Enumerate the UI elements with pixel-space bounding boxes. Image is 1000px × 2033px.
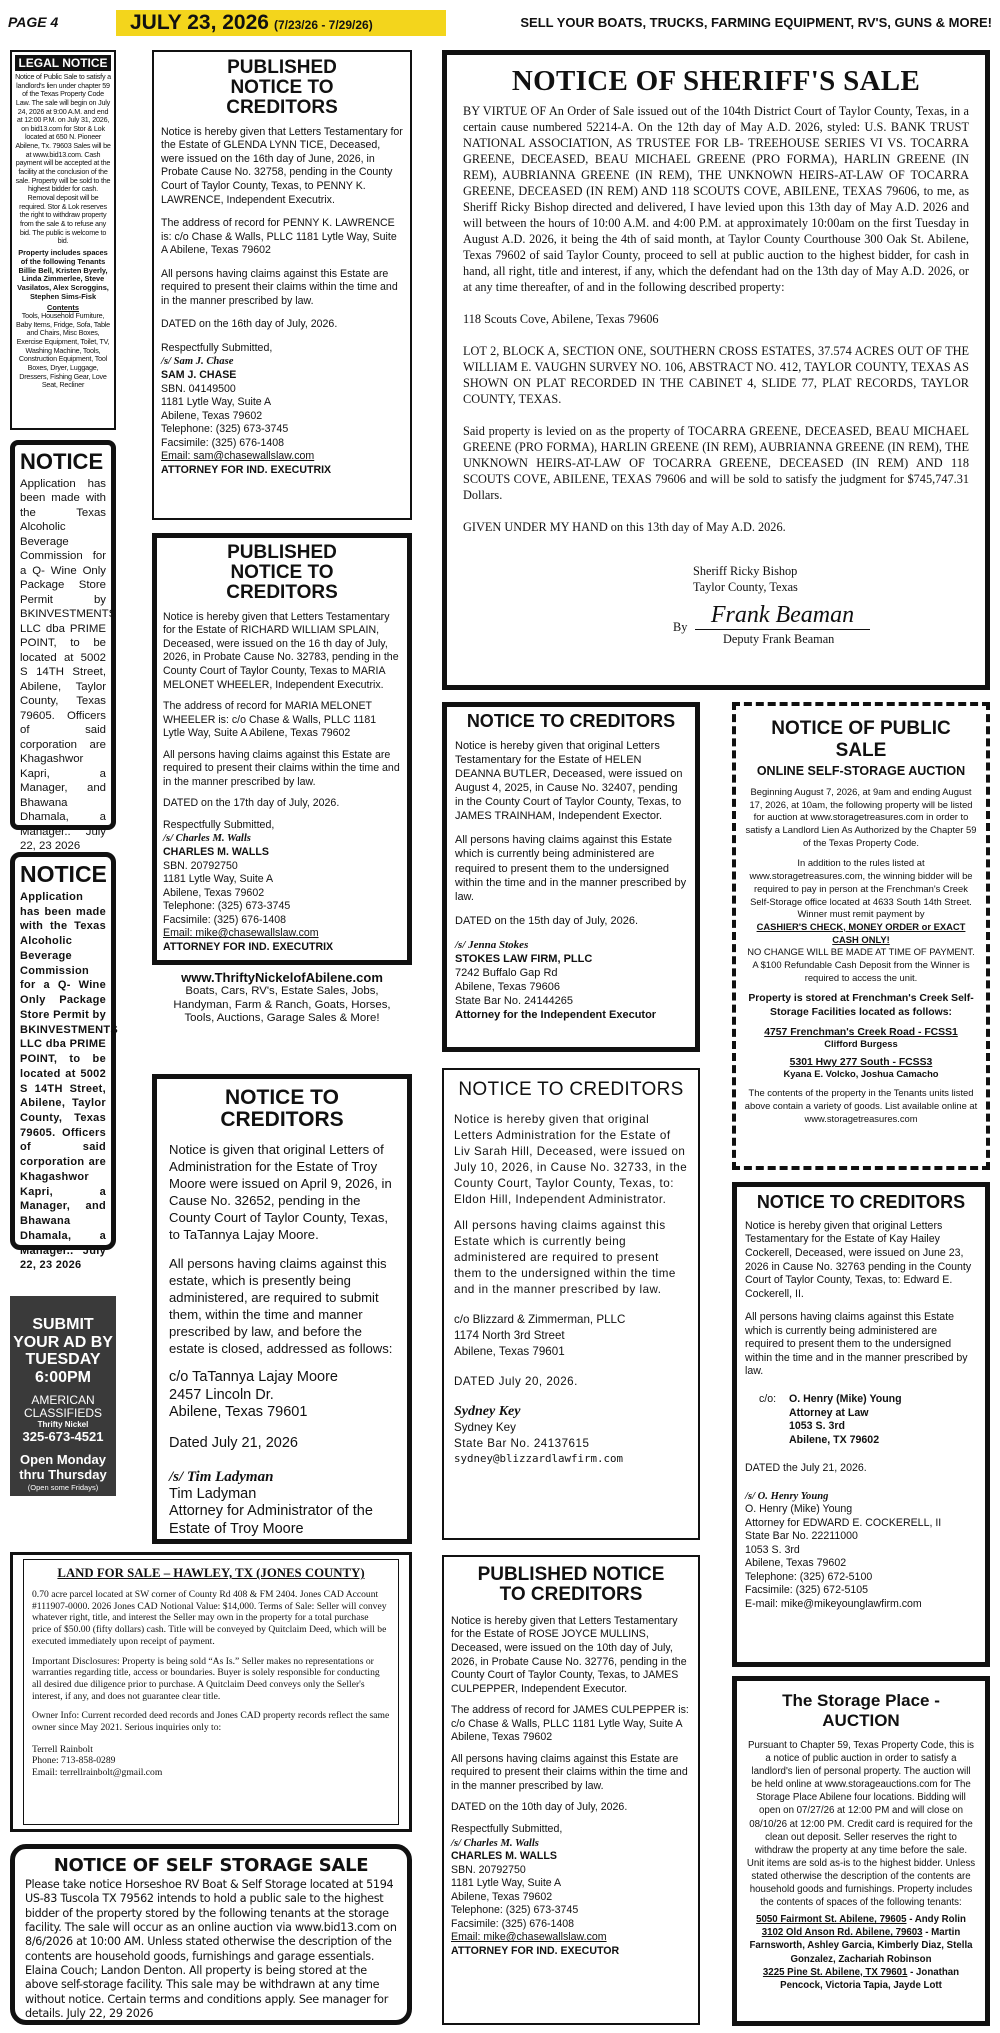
- land-title: LAND FOR SALE – HAWLEY, TX (JONES COUNTY): [57, 1566, 365, 1580]
- storage-place-title: The Storage Place - AUCTION: [782, 1691, 940, 1730]
- self-storage-text: Please take notice Horseshoe RV Boat & Self Storage located at 5194 US-83 Tuscola TX 79562 intends to hold a public sale to the highest bidder of the property stored by the following tenants at the storage facility. The sale will occur as an online auction via www.bid13.com on 8/6/2026 at 10:00 AM. Unless stated otherwise the description of the contents are household goods, furnishings and garage essentials. Elaina Couch; Landon Denton. All property is being stored at the above self-storage facility. This sale may be withdrawn at any time without notice. Certain terms and conditions apply. See manager for details. July 22, 29 2026: [25, 1878, 397, 2020]
- notice-moore-name: Tim Ladyman: [169, 1485, 257, 1502]
- deputy-name: Deputy Frank Beaman: [723, 631, 835, 646]
- notice-moore: [152, 1074, 412, 1544]
- public-sale-p3: Winner must remit payment by: [797, 908, 925, 920]
- self-storage-title: NOTICE OF SELF STORAGE SALE: [53, 1855, 369, 1876]
- thrifty-nickel-promo: [152, 970, 412, 1036]
- submit-line-9: thru Thursday: [19, 1466, 107, 1482]
- submit-line-6: CLASSIFIEDS: [23, 1405, 103, 1420]
- tabc-notice-1-title: NOTICE: [20, 449, 104, 474]
- sheriff-sale-p5: GIVEN UNDER MY HAND on this 13th day of May A.D. 2026.: [463, 519, 786, 534]
- notice-cockerell-p1: Notice is hereby given that original Letters Testamentary for the Estate of Kay Hailey Cockerell, Deceased, were issued on June 23, 2026 in Cause No. 32763 pending in the County Court of Taylor County, Texas, to: Edward E. Cockerell, II.: [745, 1219, 972, 1300]
- notice-cockerell-b2: Abilene, Texas 79602: [745, 1557, 847, 1570]
- notice-cockerell-name: O. Henry (Mike) Young: [745, 1503, 853, 1516]
- notice-tice-signature: /s/ Sam J. Chase: [161, 356, 234, 368]
- notice-tice-p1: Notice is hereby given that Letters Testamentary for the Estate of GLENDA LYNN TICE, Deceased, were issued on the 16th day of June, 2026, in Probate Cause No. 32758, pending in the County Court of Taylor County, Texas, to PENNY K. LAWRENCE, Independent Executrix.: [161, 125, 403, 206]
- notice-splain-signature: /s/ Charles M. Walls: [163, 833, 251, 845]
- notice-mullins-p1: Notice is hereby given that Letters Testamentary for the Estate of ROSE JOYCE MULLINS, Deceased, were issued on the 10th day of July, 2026, in Probate Cause No. 32776, pending in the County Court of Taylor County, Texas, to JAMES CULPEPPER, Independent Executor.: [451, 1614, 687, 1695]
- notice-hill-name: Sydney Key: [454, 1420, 516, 1434]
- notice-hill-signature: Sydney Key: [454, 1403, 521, 1419]
- notice-cockerell-a3: 1053 S. 3rd: [789, 1420, 845, 1433]
- notice-cockerell-p2: All persons having claims against this Estate which is currently being administered are required to present them to the undersigned within the time and in the manner prescribed by law.: [745, 1311, 968, 1378]
- storage-place-loc-3-addr: 3225 Pine St. Abilene, TX 79601: [762, 1966, 908, 1978]
- issue-date: JULY 23, 2026: [130, 11, 269, 34]
- notice-butler-title: NOTICE TO CREDITORS: [466, 711, 676, 731]
- notice-tice-p5: Respectfully Submitted,: [161, 341, 273, 354]
- public-sale-facility-1: 4757 Frenchman's Creek Road - FCSS1: [764, 1027, 958, 1039]
- notice-butler-firm: STOKES LAW FIRM, PLLC: [455, 952, 593, 965]
- legal-notice-contents-title: Contents: [46, 303, 80, 313]
- notice-hill-a1: c/o Blizzard & Zimmerman, PLLC: [454, 1312, 626, 1326]
- notice-mullins-role: ATTORNEY FOR IND. EXECUTOR: [451, 1944, 620, 1957]
- notice-cockerell-a1: O. Henry (Mike) Young: [789, 1392, 902, 1405]
- issue-date-banner: [116, 10, 446, 36]
- promo-url[interactable]: www.ThriftyNickelofAbilene.com: [181, 970, 383, 985]
- notice-mullins-p5: Respectfully Submitted,: [451, 1822, 563, 1835]
- notice-cockerell-bar: State Bar No. 22211000: [745, 1530, 858, 1543]
- notice-mullins-p2: The address of record for JAMES CULPEPPER is: c/o Chase & Walls, PLLC 1181 Lytle Way, Suite A Abilene, Texas 79602: [451, 1704, 689, 1744]
- public-sale-title: NOTICE OF PUBLIC SALE: [771, 718, 951, 761]
- sheriff-sale-p2: 118 Scouts Cove, Abilene, Texas 79606: [463, 311, 659, 326]
- notice-mullins-signature: /s/ Charles M. Walls: [451, 1837, 539, 1849]
- notice-butler-p2: All persons having claims against this Estate which is currently being administered are required to present them to the undersigned within the time and in the manner prescribed by law.: [455, 834, 687, 903]
- notice-tice-p2: The address of record for PENNY K. LAWRENCE is: c/o Chase & Walls, PLLC 1181 Lytle Way, Suite A Abilene, Texas 79602: [161, 217, 397, 257]
- sheriff-by-label: By: [673, 619, 688, 634]
- submit-line-8: Open Monday: [20, 1451, 106, 1467]
- notice-mullins: [442, 1555, 700, 2025]
- notice-splain-role: ATTORNEY FOR IND. EXECUTRIX: [163, 940, 334, 953]
- land-contact-phone: Phone: 713-858-0289: [32, 1755, 116, 1767]
- notice-moore-date: Dated July 21, 2026: [169, 1435, 298, 1452]
- notice-splain-p5: Respectfully Submitted,: [163, 818, 275, 831]
- tabc-notice-1: [10, 440, 117, 853]
- submit-line-3: TUESDAY: [25, 1351, 101, 1369]
- notice-tice-p3: All persons having claims against this Estate are required to present their claims within the time and in the manner prescribed by law.: [161, 267, 398, 307]
- sheriff-county: Taylor County, Texas: [693, 579, 798, 594]
- notice-mullins-city: Abilene, Texas 79602: [451, 1890, 553, 1903]
- notice-cockerell-a2: Attorney at Law: [789, 1406, 869, 1419]
- tabc-notice-2: [10, 852, 119, 1272]
- notice-mullins-email[interactable]: Email: mike@chasewallslaw.com: [451, 1931, 607, 1944]
- issue-date-range: (7/23/26 - 7/29/26): [273, 18, 373, 32]
- notice-tice-email[interactable]: Email: sam@chasewallslaw.com: [161, 450, 315, 463]
- sheriff-sale-p4: Said property is levied on as the property of TOCARRA GREENE, DECEASED, BEAU MICHAEL GREENE (PRO FORMA), HARLIN GREENE (IN REM), AUBRIANNA GREENE (IN REM), THE UNKNOWN HEIRS-AT-LAW OF TOCARRA GREENE, DECEASED (IN REM) AND 118 SCOUTS COVE, ABILENE, TEXAS 79606 and will be sold to satisfy the judgment for $745,747.31 Dollars.: [463, 423, 969, 502]
- notice-splain-email[interactable]: Email: mike@chasewallslaw.com: [163, 927, 319, 940]
- legal-notice-tenants: Billie Bell, Kristen Byerly, Linda Zimmerlee, Steve Vasilatos, Alex Scroggins, Stephen Sims-Fisk: [17, 265, 109, 302]
- page-header: [8, 8, 992, 38]
- notice-mullins-tel: Telephone: (325) 673-3745: [451, 1904, 579, 1917]
- public-sale-p5: NO CHANGE WILL BE MADE AT TIME OF PAYMENT. A $100 Refundable Cash Deposit from the Winner is required to access the unit.: [747, 946, 975, 983]
- legal-notice-contents: Tools, Household Furniture, Baby Items, Fridge, Sofa, Table and Chairs, Misc Boxes, Exercise Equipment, Toilet, TV, Washing Machine, Tools, Construction Equipment, Tool Boxes, Dryer, Luggage, Dressers, Fishing Gear, Love Seat, Recliner: [16, 311, 110, 390]
- submit-line-10: (Open some Fridays): [27, 1482, 99, 1492]
- legal-notice-text: Notice of Public Sale to satisfy a landlord's lien under chapter 59 of the Texas Property Code Law. The sale will begin on July 24, 2026 at 9:00 A.M. and end at 12:00 P.M. on July 31, 2026, on bid13.com for Stor & Lok located at 650 N. Pioneer Abilene, Tx. 79603 Sales will be at www.bid13.com. Cash payment will be accepted at the facility at the conclusion of the sale. Property will be sold to the highest bidder for cash. Removal deposit will be required. Stor & Lok reserves the right to withdraw property from the sale & to refuse any bid. The public is welcome to bid.: [15, 72, 111, 246]
- notice-tice-fax: Facsimile: (325) 676-1408: [161, 436, 285, 449]
- tabc-notice-2-title: NOTICE: [20, 861, 107, 887]
- notice-butler-a1: 7242 Buffalo Gap Rd: [455, 966, 558, 979]
- submit-line-4: 6:00PM: [34, 1368, 92, 1386]
- notice-splain-city: Abilene, Texas 79602: [163, 886, 265, 899]
- notice-splain-addr: 1181 Lytle Way, Suite A: [163, 873, 274, 886]
- sheriff-sale-title: NOTICE OF SHERIFF'S SALE: [511, 65, 921, 97]
- notice-cockerell-email[interactable]: E-mail: mike@mikeyounglawfirm.com: [745, 1597, 922, 1610]
- public-sale-p6: Property is stored at Frenchman's Creek Self-Storage Facilities located as follows:: [748, 993, 974, 1018]
- notice-hill-a3: Abilene, Texas 79601: [454, 1344, 565, 1358]
- legal-notice-spaces-title: Property includes spaces of the following Tenants: [18, 247, 108, 266]
- notice-butler-role: Attorney for the Independent Executor: [455, 1009, 657, 1022]
- public-sale-facility-2: 5301 Hwy 277 South - FCSS3: [789, 1057, 933, 1069]
- sheriff-sale-p1: BY VIRTUE OF An Order of Sale issued out of the 104th District Court of Taylor County, Texas, in a certain cause numbered 52214-A. On the 12th day of May A.D. 2026, styled: U.S. BANK TRUST NATIONAL ASSOCIATION, AS TRUSTEE FOR LB- TREEHOUSE SERIES VI VS. TOCARRA GREENE, DECEASED, BEAU MICHAEL GREENE (PRO FORMA), HARLIN GREENE (IN REM), AUBRIANNA GREENE (IN REM), THE UNKNOWN HEIRS-AT-LAW OF TOCARRA GREENE, DECEASED (IN REM) AND 118 SCOUTS COVE, ABILENE, TEXAS 79606, to me, as Sheriff Ricky Bishop directed and delivered, I have levied upon this 13th day of May A.D. 2026 and will between the hours of 10:00 A.M. and 4:00 P.M. at approximately 10:00am on the first Tuesday in August A.D. 2026, it being the 4th of said month, at Taylor County Courthouse 300 Oak St. Abilene, Texas 79602 of said Taylor County, proceed to sell at public auction to the highest bidder, for cash in hand, all right, title and interest, if any, which the defendant had on the 13th day of May A.D. 2026, or at any time thereafter, of and in the following described property:: [463, 104, 969, 294]
- notice-moore-title: NOTICE TO CREDITORS: [220, 1086, 344, 1132]
- land-contact-name: Terrell Rainbolt: [32, 1743, 93, 1755]
- notice-splain-title: PUBLISHED NOTICE TO CREDITORS: [226, 542, 338, 603]
- sheriff-sale-p3: LOT 2, BLOCK A, SECTION ONE, SOUTHERN CROSS ESTATES, 37.574 ACRES OUT OF THE WILLIAM E. VAUGHN SURVEY NO. 106, ABSTRACT NO. 412, TAYLOR COUNTY, TEXAS AS SHOWN ON PLAT RECORDED IN THE CABINET 4, SLIDE 77, PLAT RECORDS, TAYLOR COUNTY, TEXAS.: [463, 343, 969, 406]
- notice-butler-p1: Notice is hereby given that original Letters Testamentary for the Estate of HELEN DEANNA BUTLER, Deceased, were issued on August 4, 2025, in Cause No. 32407, pending in the County Court of Taylor County, Texas, to JAMES TRAINHAM, Independent Exector.: [455, 739, 683, 823]
- submit-line-5: AMERICAN: [31, 1393, 95, 1408]
- notice-mullins-p4: DATED on the 10th day of July, 2026.: [451, 1801, 628, 1814]
- storage-place-p1: Pursuant to Chapter 59, Texas Property Code, this is a notice of public auction in order to satisfy a landlord's lien of personal property. The auction will be held online at www.storageauctions.com for The Storage Place Abilene four locations. Bidding will open on 07/27/26 at 12:00 PM and will close on 08/10/26 at 12:00 PM. Credit card is required for the clean out deposit. Seller reserves the right to withdraw the property at any time before the sale. Unit items are sold as-is to the highest bidder. Unless stated otherwise the description of the contents are household goods and furnishings. Property includes the contents of spaces of the following tenants:: [746, 1740, 976, 1909]
- notice-cockerell-role: Attorney for EDWARD E. COCKERELL, II: [745, 1516, 942, 1529]
- page-number: PAGE 4: [8, 14, 59, 30]
- public-sale-subtitle: ONLINE SELF-STORAGE AUCTION: [756, 764, 966, 778]
- notice-splain-p3: All persons having claims against this Estate are required to present their claims within the time and in the manner prescribed by law.: [163, 748, 400, 788]
- submit-line-7: Thrifty Nickel: [37, 1419, 89, 1429]
- sheriff-sale-notice: [442, 50, 990, 690]
- notice-moore-p1: Notice is given that original Letters of Administration for the Estate of Troy Moore were issued on April 9, 2026, in Cause No. 32652, pending in the County Court of Taylor County, Texas, to TaTannya Lajay Moore.: [169, 1142, 392, 1243]
- header-tagline: SELL YOUR BOATS, TRUCKS, FARMING EQUIPMENT, RV'S, GUNS & MORE!: [520, 15, 992, 30]
- notice-cockerell-co: c/o:: [759, 1392, 777, 1405]
- submit-line-1: SUBMIT: [32, 1316, 94, 1333]
- notice-tice: [152, 50, 412, 520]
- storage-place-loc-2: [745, 1926, 977, 1965]
- storage-place-loc-1: [745, 1913, 977, 1926]
- notice-hill-a2: 1174 North 3rd Street: [454, 1328, 565, 1342]
- submit-ad-box: [10, 1296, 116, 1496]
- public-sale-p2: In addition to the rules listed at www.storagetreasures.com, the winning bidder will be required to pay in person at the Frenchman's Creek Self-Storage office located at 4633 South 14th Street.: [749, 857, 973, 907]
- notice-tice-title: PUBLISHED NOTICE TO CREDITORS: [226, 57, 338, 118]
- notice-cockerell-b1: 1053 S. 3rd: [745, 1543, 800, 1556]
- notice-hill-date: DATED July 20, 2026.: [454, 1374, 578, 1388]
- public-sale-notice: [732, 702, 990, 1170]
- storage-place-loc-2-tenants: - Martin Farnsworth, Ashley Garcia, Kimberly Diaz, Stella Gonzalez, Zachariah Robinson: [749, 1927, 973, 1965]
- notice-splain-fax: Facsimile: (325) 676-1408: [163, 913, 287, 926]
- land-contact-email[interactable]: Email: terrellrainbolt@gmail.com: [32, 1767, 163, 1779]
- tabc-notice-2-text: Application has been made with the Texas Alcoholic Beverage Commission for a Q- Wine Only Package Store Permit by BKINVESTMENTS LLC dba PRIME POINT, to be located at 5002 S 14TH Street, Abilene, Taylor County, Texas 79605. Officers of said corporation are Khagashwor Kapri, a Manager, and Bhawana Dhamala, a Manager.. July 22, 23 2026: [20, 891, 119, 1272]
- notice-moore-p2: All persons having claims against this estate, which is presently being administered, are required to submit them, within the time and manner prescribed by law, and before the estate is closed, addressed as follows:: [169, 1256, 393, 1357]
- notice-cockerell-date: DATED the July 21, 2026.: [745, 1461, 867, 1474]
- storage-place-loc-2-addr: 3102 Old Anson Rd. Abilene, 79603: [761, 1927, 923, 1939]
- public-sale-tenant-1: Clifford Burgess: [824, 1038, 898, 1050]
- legal-notice-title: LEGAL NOTICE: [15, 55, 111, 71]
- tabc-notice-1-text: Application has been made with the Texas Alcoholic Beverage Commission for a Q- Wine Only Package Store Permit by BKINVESTMENTS LLC dba PRIME POINT, to be located at 5002 S 14TH Street, Abilene, Taylor County, Texas 79605. Officers of said corporation are Khagashwor Kapri, a Manager, and Bhawana Dhamala, a Manager.. July 22, 23 2026: [20, 478, 117, 853]
- notice-splain-p2: The address of record for MARIA MELONET WHEELER is: c/o Chase & Walls, PLLC 1181 Lytle Way, Suite A Abilene, Texas 79602: [163, 700, 377, 740]
- notice-splain-sbn: SBN. 20792750: [163, 859, 238, 872]
- notice-cockerell: [732, 1182, 990, 1667]
- storage-place-loc-3: [745, 1966, 977, 1992]
- notice-hill-bar: State Bar No. 24137615: [454, 1436, 590, 1450]
- notice-mullins-p3: All persons having claims against this Estate are required to present their claims within the time and in the manner prescribed by law.: [451, 1752, 688, 1792]
- notice-splain-p1: Notice is hereby given that Letters Testamentary for the Estate of RICHARD WILLIAM SPLAIN, Deceased, were issued on the 16 th day of July, 2026, in Probate Cause No. 32783, pending in the County Court of Taylor County, Texas to MARIA MELONET WHEELER, Independent Executrix.: [163, 610, 399, 691]
- storage-place-loc-3-tenants: - Jonathan Pencock, Victoria Tapia, Jayde Lott: [780, 1966, 960, 1991]
- storage-place-auction: [732, 1676, 990, 2026]
- land-for-sale-notice: [10, 1552, 412, 1832]
- notice-hill-title: NOTICE TO CREDITORS: [458, 1079, 684, 1100]
- public-sale-p1: Beginning August 7, 2026, at 9am and ending August 17, 2026, at 10am, the following property will be listed for auction at www.storagetreasures.com in order to satisfy a Landlord Lien As Authorized by the Chapter 59 of the Texas Property Code.: [745, 786, 977, 848]
- notice-moore-a3: Abilene, Texas 79601: [169, 1404, 308, 1421]
- land-p2: Important Disclosures: Property is being sold “As Is.” Seller makes no representations or warranties regarding title, access or boundaries. Buyer is solely responsible for conducting all desired due diligence prior to purchase. A Quitclaim Deed conveys only the Seller's interest, if any, and does not guarantee clear title.: [32, 1655, 380, 1702]
- notice-hill-p2: All persons having claims against this Estate which is currently being administered are required to present them to the undersigned within the time and in the manner prescribed by law.: [454, 1218, 676, 1296]
- land-p3: Owner Info: Current recorded deed records and Jones CAD property records reflect the same owner since May 2021. Serious inquiries only to:: [32, 1710, 390, 1734]
- notice-splain: [152, 533, 412, 965]
- notice-moore-a1: c/o TaTannya Lajay Moore: [169, 1369, 339, 1386]
- notice-splain-tel: Telephone: (325) 673-3745: [163, 900, 291, 913]
- notice-splain-p4: DATED on the 17th day of July, 2026.: [163, 797, 340, 810]
- legal-notice: [10, 50, 116, 430]
- public-sale-tenant-2: Kyana E. Volcko, Joshua Camacho: [783, 1068, 939, 1080]
- notice-tice-role: ATTORNEY FOR IND. EXECUTRIX: [161, 463, 332, 476]
- notice-hill-p1: Notice is hereby given that original Letters Administration for the Estate of Liv Sarah Hill, Deceased, were issued on July 10, 2026, in Cause No. 32733, in the County Court, Taylor County, Texas, to: Eldon Hill, Independent Administrator.: [454, 1112, 688, 1206]
- notice-cockerell-signature: /s/ O. Henry Young: [745, 1490, 829, 1502]
- land-p1: 0.70 acre parcel located at SW corner of County Rd 408 & FM 2404. Jones CAD Account #111907-0000. 2026 Jones CAD Notional Value: $14,000. Terms of Sale: Seller will convey whatever right, title, and interest the Seller may own in the property for a total purchase price of $50.00 (fifty dollars) cash. Title will be conveyed by Quitclaim Deed, which will be executed immediately upon receipt of payment.: [32, 1589, 387, 1647]
- notice-tice-city: Abilene, Texas 79602: [161, 409, 263, 422]
- notice-moore-a2: 2457 Lincoln Dr.: [169, 1386, 274, 1403]
- public-sale-p7: The contents of the property in the Tenants units listed above contain a variety of goods. List available online at www.storagetreasures.com: [744, 1087, 978, 1124]
- notice-mullins-name: CHARLES M. WALLS: [451, 1850, 557, 1863]
- notice-tice-name: SAM J. CHASE: [161, 369, 237, 382]
- notice-splain-name: CHARLES M. WALLS: [163, 846, 269, 859]
- notice-cockerell-fax: Facsimile: (325) 672-5105: [745, 1584, 869, 1597]
- notice-butler: [442, 702, 700, 1052]
- self-storage-sale-notice: [10, 1844, 412, 2025]
- public-sale-p4: CASHIER'S CHECK, MONEY ORDER or EXACT CASH ONLY!: [756, 920, 966, 945]
- sheriff-name: Sheriff Ricky Bishop: [693, 563, 798, 578]
- notice-butler-a2: Abilene, Texas 79606: [455, 981, 560, 994]
- notice-mullins-addr: 1181 Lytle Way, Suite A: [451, 1877, 562, 1890]
- notice-tice-tel: Telephone: (325) 673-3745: [161, 423, 289, 436]
- storage-place-loc-1-addr: 5050 Fairmont St. Abilene, 79605: [756, 1914, 907, 1926]
- notice-cockerell-a4: Abilene, TX 79602: [789, 1434, 880, 1447]
- notice-mullins-title: PUBLISHED NOTICE TO CREDITORS: [477, 1564, 665, 1605]
- notice-moore-signature: /s/ Tim Ladyman: [169, 1468, 274, 1485]
- notice-hill-email[interactable]: sydney@blizzardlawfirm.com: [454, 1451, 624, 1465]
- deputy-signature: Frank Beaman: [695, 602, 870, 630]
- notice-butler-p3: DATED on the 15th day of July, 2026.: [455, 914, 639, 927]
- notice-mullins-sbn: SBN. 20792750: [451, 1863, 526, 1876]
- promo-text: Boats, Cars, RV's, Estate Sales, Jobs, Handyman, Farm & Ranch, Goats, Horses, Tools, Auctions, Garage Sales & More!: [173, 985, 391, 1025]
- notice-hill: [442, 1068, 700, 1540]
- notice-cockerell-title: NOTICE TO CREDITORS: [756, 1192, 966, 1212]
- notice-tice-p4: DATED on the 16th day of July, 2026.: [161, 318, 338, 331]
- notice-tice-sbn: SBN. 04149500: [161, 382, 236, 395]
- notice-butler-signature: /s/ Jenna Stokes: [455, 938, 529, 951]
- notice-moore-role: Attorney for Administrator of the Estate of Troy Moore: [169, 1503, 373, 1537]
- submit-phone: 325-673-4521: [22, 1428, 104, 1444]
- notice-butler-bar: State Bar No. 24144265: [455, 995, 574, 1008]
- storage-place-loc-1-tenants: - Andy Rolin: [906, 1914, 966, 1926]
- notice-mullins-fax: Facsimile: (325) 676-1408: [451, 1917, 575, 1930]
- submit-line-2: YOUR AD BY: [13, 1333, 113, 1351]
- notice-cockerell-tel: Telephone: (325) 672-5100: [745, 1570, 873, 1583]
- notice-tice-addr: 1181 Lytle Way, Suite A: [161, 396, 272, 409]
